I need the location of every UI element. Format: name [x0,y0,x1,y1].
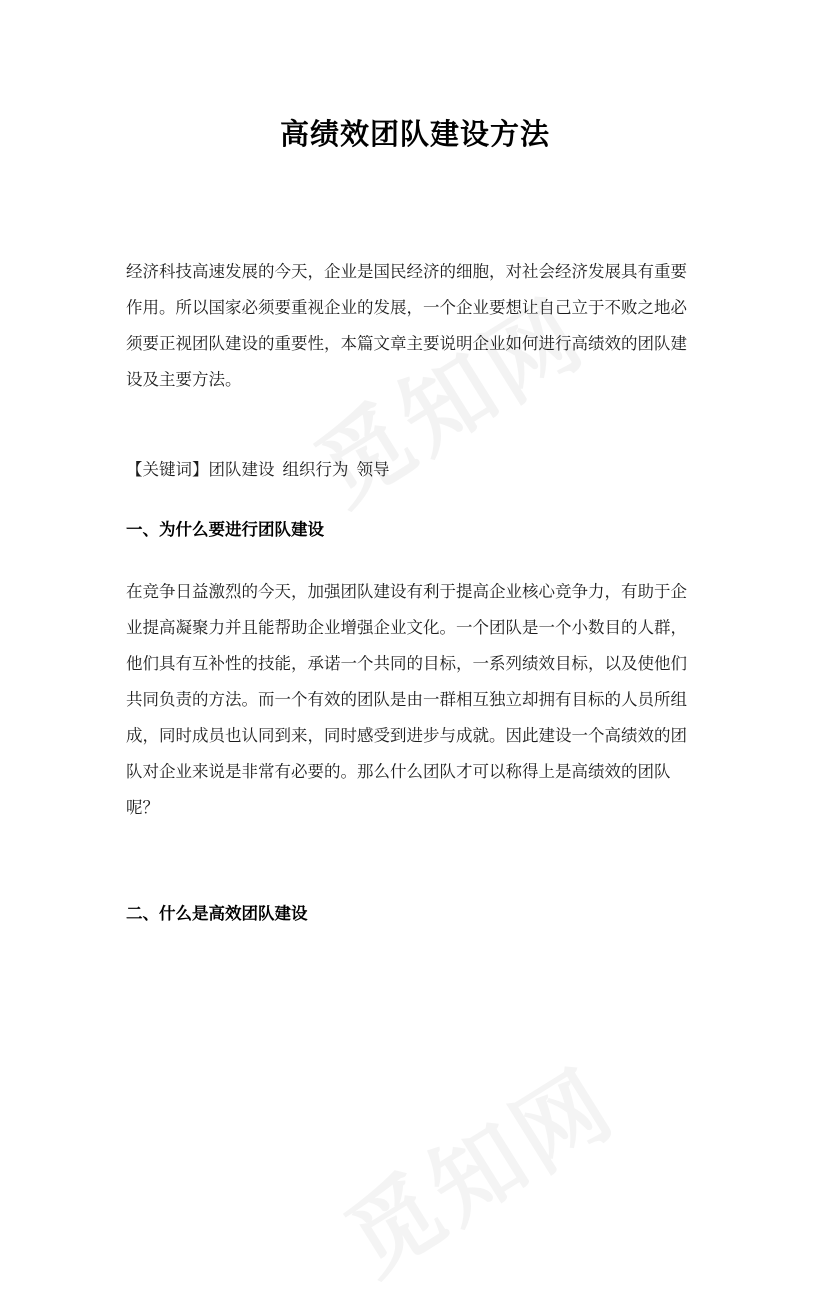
intro-line: 作用。所以国家必须要重视企业的发展，一个企业要想让自己立于不败之地必 [126,298,687,317]
intro-line: 经济科技高速发展的今天，企业是国民经济的细胞，对社会经济发展具有重要 [126,262,687,281]
keywords-label: 【关键词】 [126,460,209,479]
section1-line: 成，同时成员也认同到来，同时感受到进步与成就。因此建设一个高绩效的团 [126,726,687,745]
keyword: 团队建设 [208,460,275,479]
intro-line: 设及主要方法。 [126,370,242,389]
keyword: 组织行为 [282,460,349,479]
section1-heading: 一、为什么要进行团队建设 [126,520,324,539]
section1-line: 他们具有互补性的技能，承诺一个共同的目标，一系列绩效目标，以及使他们 [126,654,687,673]
section1-line: 呢？ [126,798,159,817]
watermark-bottom [317,1032,636,1300]
keywords-line [126,452,706,488]
section1-line: 队对企业来说是非常有必要的。那么什么团队才可以称得上是高绩效的团队 [126,762,671,781]
section1-line: 共同负责的方法。而一个有效的团队是由一群相互独立却拥有目标的人员所组 [126,690,687,709]
section1-paragraph [126,574,706,826]
intro-line: 须要正视团队建设的重要性，本篇文章主要说明企业如何进行高绩效的团队建 [126,334,687,353]
section1-line: 业提高凝聚力并且能帮助企业增强企业文化。一个团队是一个小数目的人群， [126,618,687,637]
section1-line: 在竞争日益激烈的今天，加强团队建设有利于提高企业核心竞争力，有助于企 [126,582,687,601]
keyword: 领导 [356,460,390,479]
intro-paragraph [126,254,706,398]
document-title: 高绩效团队建设方法 [279,117,550,151]
section2-heading: 二、什么是高效团队建设 [126,904,308,923]
